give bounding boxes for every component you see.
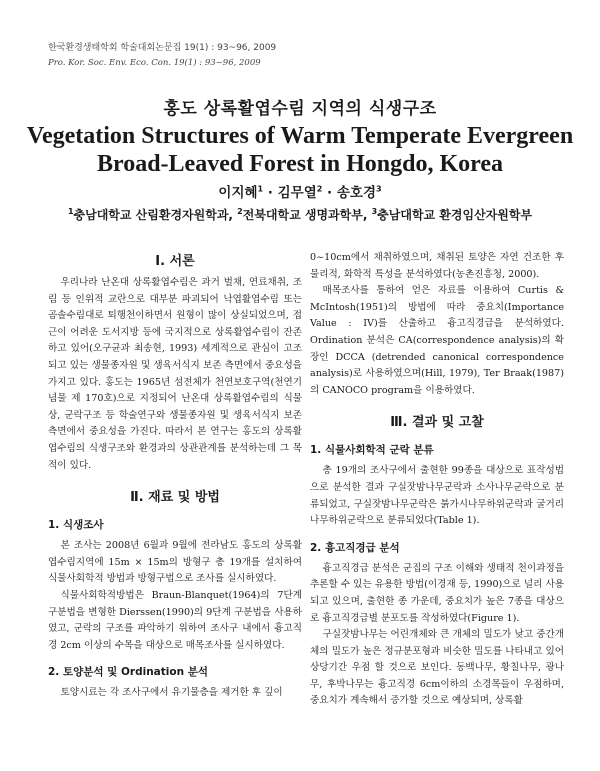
section-introduction-heading: Ⅰ. 서론 [155,254,195,269]
title-korean: 홍도 상록활엽수림 지역의 식생구조 [163,99,437,119]
author-sup: 3 [376,184,382,194]
subsection-dbh-analysis-heading: 2. 흉고직경급 분석 [310,541,400,554]
soil-analysis-paragraph: 토양시료는 각 조사구에서 유기물층을 제거한 후 깊이 [60,687,283,699]
right-column [310,250,564,710]
left-column [48,250,302,702]
author-separator: · [263,185,278,201]
title-english-line-2: Broad-Leaved Forest in Hongdo, Korea [96,151,503,177]
section-results-heading: Ⅲ. 결과 및 고찰 [390,415,484,431]
author-list [0,181,600,201]
journal-citation [48,41,276,71]
section-methods-heading: Ⅱ. 재료 및 방법 [130,490,220,506]
subsection-community-classification-heading: 1. 식물사회학적 군락 분류 [310,444,434,457]
ordination-paragraph: 매목조사를 통하여 얻은 자료를 이용하여 Curtis & McIntosh(1951)의 방법에 따라 중요치(Importance Value : IV)를 산출하고 흉고직경급을 분석하였다. Ordination 분석은 CA(correspondence analysis)의 확장인 DCCA (detrended canonical correspondence analysis)로 사용하였으며(Hill, 1979), Ter Braak(1987)의 CANOCO program을 이용하였다. [310,285,564,396]
introduction-paragraph: 우리나라 난온대 상록활엽수림은 과거 벌채, 연료채취, 조림 등 인위적 교란으로 대부분 파괴되어 낙엽활엽수림 또는 곰솔수림대로 퇴행천이하면서 원형이 많이 상실되었으며, 접근이 어려운 도서지방 등에 국지적으로 상록활엽수림이 잔존하고 있어(오구균과 최송현, 1993) 세계적으로 관심이 고조되고 있는 생물종자원 및 생육서식지 보존 측면에서 중요성을 가지고 있다. 홍도는 1965년 섬전체가 천연보호구역(천연기념물 제 170호)으로 지정되어 난온대 상록활엽수림의 식물상, 군락구조 등 학술연구와 생물종자원 및 생육서식지 보존 측면에서 중요성을 가진다. 따라서 본 연구는 홍도의 상록활엽수림의 식생구조와 환경과의 상관관계를 분석하는데 그 목적이 있다. [48,277,302,471]
affiliation-sup: 1 [67,207,74,216]
vegetation-survey-paragraph-1: 본 조사는 2008년 6월과 9월에 전라남도 홍도의 상록활엽수림지역에 15m × 15m의 방형구 총 19개를 설치하여 식물사회학적 방법과 방형구법으로 조사를 실시하였다. [48,540,302,585]
author-name: 김무열 [277,185,317,201]
affiliation-text: 충남대학교 환경임산자원학부 [377,208,533,222]
author-name: 송호경 [336,185,376,201]
author-sup: 1 [257,184,264,194]
affiliation-text: 전북대학교 생명과학부, [242,208,368,222]
dbh-analysis-paragraph-1: 흉고직경급 분석은 군집의 구조 이해와 생태적 천이과정을 추론할 수 있는 유용한 방법(이경재 등, 1990)으로 널리 사용되고 있으며, 출현한 종 가운데, 중요치가 높은 7종을 대상으로 흉고직경급별 분포도를 작성하였다(Figure 1). [310,562,564,624]
title-english [0,122,600,178]
affiliations [0,206,600,223]
affiliation-text: 충남대학교 산림환경자원학과, [73,208,233,222]
author-name: 이지혜 [218,185,258,201]
title-english-line-1: Vegetation Structures of Warm Temperate Evergreen [26,123,574,149]
affiliation-sup: 2 [237,207,243,216]
vegetation-survey-paragraph-2: 식물사회학적방법은 Braun-Blanquet(1964)의 7단계 구분법을 변형한 Dierssen(1990)의 9단계 구분법을 사용하였고, 군락의 구조를 파악하기 위하여 조사구 내에서 흉고직경 2cm 이상의 수목을 대상으로 매목조사를 실시하였다. [48,589,302,651]
dbh-analysis-paragraph-2: 구실잣밤나무는 어린개체와 큰 개체의 밀도가 낮고 중간개체의 밀도가 높은 정규분포형과 비슷한 밀도를 나타내고 있어 상당기간 우점 할 것으로 보인다. 동백나무, 황칠나무, 광나무, 후박나무는 흉고직경 6cm이하의 소경목들이 우점하며, 중요치가 계속해서 증가할 것으로 예상되며, 상록활 [310,629,564,707]
soil-analysis-continuation: 0~10cm에서 채취하였으며, 채취된 토양은 자연 건조한 후 물리적, 화학적 특성을 분석하였다(농촌진흥청, 2000). [310,252,564,280]
author-separator: · [322,185,337,201]
community-classification-paragraph: 총 19개의 조사구에서 출현한 99종을 대상으로 표작성법으로 분석한 결과 구실잣밤나무군락과 소사나무군락으로 분류되었고, 구실잣밤나무군락은 붉가시나무하위군락과 굴거리나무하위군락으로 분류되었다(Table 1). [310,465,564,527]
author-sup: 2 [316,184,323,194]
journal-line-ko: 한국환경생태학회 학술대회논문집 19(1) : 93~96, 2009 [48,43,277,53]
subsection-soil-analysis-heading: 2. 토양분석 및 Ordination 분석 [48,666,209,679]
subsection-vegetation-survey-heading: 1. 식생조사 [48,519,104,532]
journal-line-en: Pro. Kor. Soc. Env. Eco. Con. 19(1) : 93~96, 2009 [48,58,261,68]
affiliation-sup: 3 [371,207,378,216]
